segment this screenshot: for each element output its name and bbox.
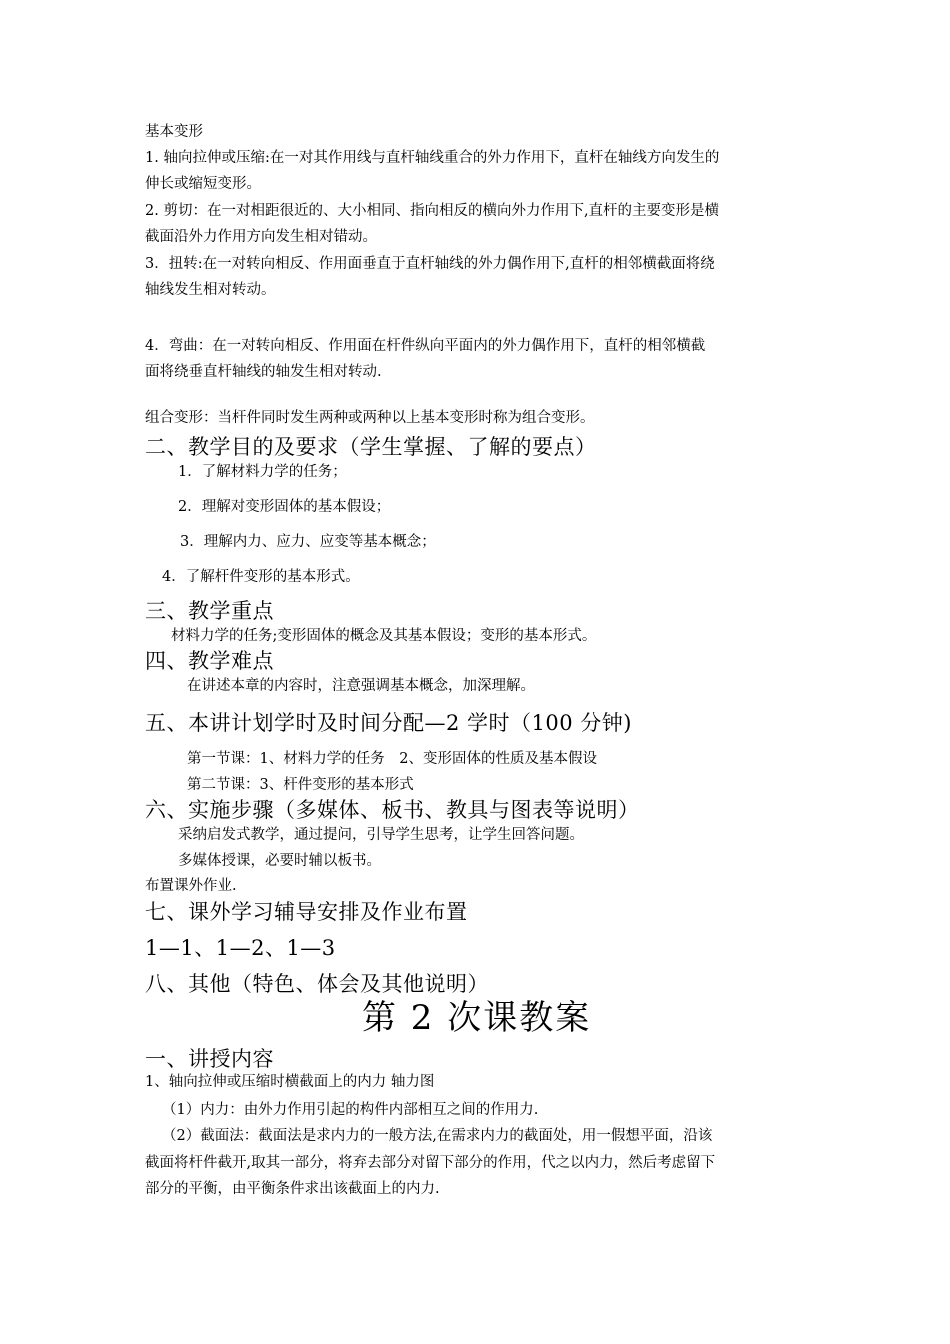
- text-line: 组合变形：当杆件同时发生两种或两种以上基本变形时称为组合变形。: [145, 410, 595, 426]
- text-line: 多媒体授课，必要时辅以板书。: [178, 853, 381, 869]
- goal-item: 3．理解内力、应力、应变等基本概念；: [180, 534, 436, 550]
- text-line: 3．扭转:在一对转向相反、作用面垂直于直杆轴线的外力偶作用下,直杆的相邻横截面将绕: [145, 256, 715, 272]
- text-line: （1）内力：由外力作用引起的构件内部相互之间的作用力.: [162, 1102, 539, 1118]
- section-heading: 三、教学重点: [145, 599, 274, 623]
- goal-item: 1．了解材料力学的任务；: [178, 464, 347, 480]
- text-line: 面将绕垂直杆轴线的轴发生相对转动.: [145, 364, 382, 380]
- text-line: 布置课外作业.: [145, 878, 237, 894]
- section-heading: 一、讲授内容: [145, 1047, 274, 1071]
- section-heading: 二、教学目的及要求（学生掌握、了解的要点）: [145, 435, 597, 459]
- text-line: 基本变形: [145, 124, 203, 140]
- text-line: 4．弯曲：在一对转向相反、作用面在杆件纵向平面内的外力偶作用下，直杆的相邻横截: [145, 338, 706, 354]
- goal-item: 4．了解杆件变形的基本形式。: [162, 569, 360, 585]
- lesson-title: 第 2 次课教案: [362, 998, 592, 1038]
- homework-list: 1—1、1—2、1—3: [145, 936, 336, 960]
- section-heading: 八、其他（特色、体会及其他说明）: [145, 972, 489, 996]
- text-line: 伸长或缩短变形。: [145, 176, 261, 192]
- section-heading: 五、本讲计划学时及时间分配—2 学时（100 分钟): [145, 711, 632, 735]
- text-line: 2. 剪切：在一对相距很近的、大小相同、指向相反的横向外力作用下,直杆的主要变形是横: [145, 203, 720, 219]
- text-line: 1. 轴向拉伸或压缩:在一对其作用线与直杆轴线重合的外力作用下，直杆在轴线方向发生的: [145, 150, 720, 166]
- text-line: 材料力学的任务;变形固体的概念及其基本假设；变形的基本形式。: [171, 628, 597, 644]
- goal-item: 2．理解对变形固体的基本假设；: [178, 499, 391, 515]
- schedule-line: 第二节课：3、杆件变形的基本形式: [187, 777, 414, 793]
- text-line: 在讲述本章的内容时，注意强调基本概念，加深理解。: [187, 678, 535, 694]
- text-line: （2）截面法：截面法是求内力的一般方法,在需求内力的截面处，用一假想平面，沿该: [162, 1128, 713, 1144]
- text-line: 截面将杆件截开,取其一部分，将弃去部分对留下部分的作用，代之以内力，然后考虑留下: [145, 1155, 716, 1171]
- text-line: 部分的平衡，由平衡条件求出该截面上的内力.: [145, 1181, 440, 1197]
- schedule-line: 第一节课：1、材料力学的任务 2、变形固体的性质及基本假设: [187, 751, 597, 767]
- section-heading: 四、教学难点: [145, 649, 274, 673]
- section-heading: 七、课外学习辅导安排及作业布置: [145, 900, 468, 924]
- text-line: 1、轴向拉伸或压缩时横截面上的内力 轴力图: [145, 1074, 435, 1090]
- text-line: 截面沿外力作用方向发生相对错动。: [145, 229, 377, 245]
- section-heading: 六、实施步骤（多媒体、板书、教具与图表等说明）: [145, 798, 640, 822]
- text-line: 轴线发生相对转动。: [145, 282, 276, 298]
- text-line: 采纳启发式教学，通过提问，引导学生思考，让学生回答问题。: [178, 827, 584, 843]
